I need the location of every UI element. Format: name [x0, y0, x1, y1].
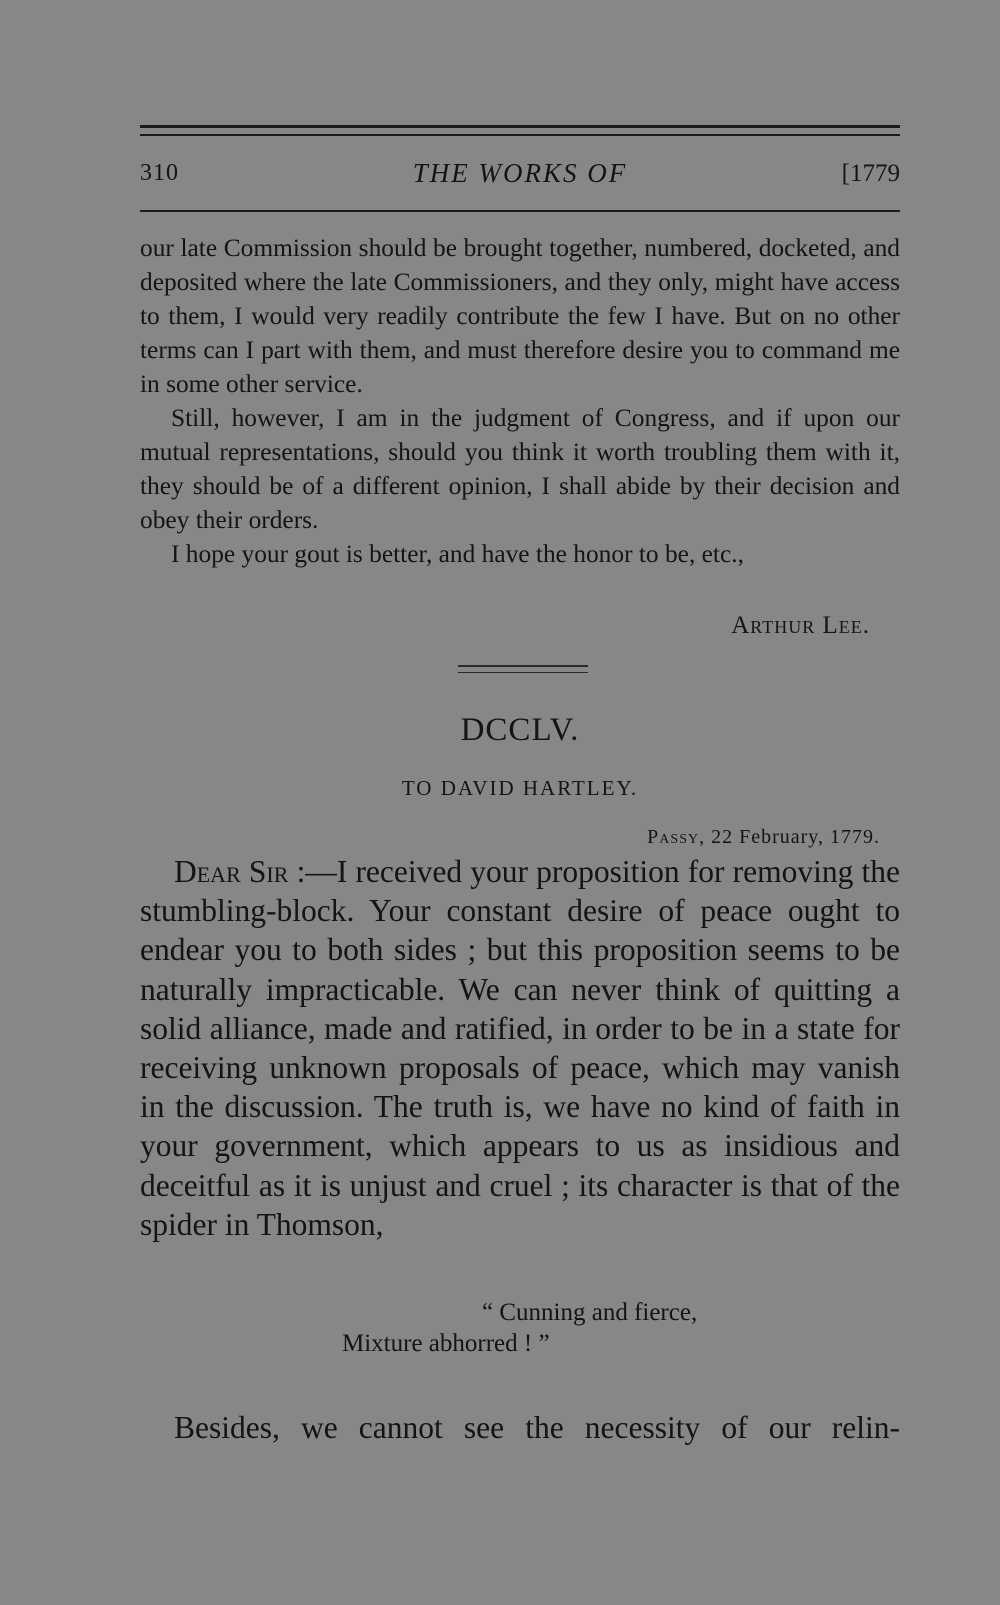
- paragraph: our late Commission should be brought together, numbered, docketed, and deposited where the late Commissioners, and they only, might have access to them, I would very readily contribute the few I have. But on no other terms can I part with them, and must therefore desire you to command me in some other service.: [140, 234, 900, 398]
- previous-letter-body: [140, 231, 900, 571]
- quote-line: Mixture abhorred ! ”: [342, 1330, 550, 1357]
- book-page: [140, 0, 900, 1605]
- quote-line: “ Cunning and fierce,: [482, 1299, 698, 1326]
- dateline-place: Passy,: [647, 826, 706, 848]
- letter-number: DCCLV.: [460, 712, 580, 748]
- top-rule: [140, 125, 900, 128]
- letter-body: [140, 852, 900, 1244]
- running-head: [140, 158, 900, 194]
- addressee: TO DAVID HARTLEY.: [401, 776, 639, 800]
- page-number: 310: [140, 160, 179, 186]
- running-year: [1779: [841, 160, 900, 187]
- signature: Arthur Lee.: [731, 612, 870, 639]
- top-rule-thin: [140, 134, 900, 136]
- paragraph: [140, 852, 900, 1244]
- dateline-date: 22 February, 1779.: [705, 826, 880, 848]
- running-title: THE WORKS OF: [412, 158, 628, 188]
- separator-rule-thin: [458, 672, 588, 673]
- paragraph: I hope your gout is better, and have the honor to be, etc.,: [171, 540, 744, 568]
- paragraph: Still, however, I am in the judgment of Congress, and if upon our mutual representations, should you think it worth troubling them with it, they should be of a different opinion, I shall abide by their decision and obey their orders.: [140, 404, 900, 534]
- continuation-line: Besides, we cannot see the necessity of our relin-: [174, 1410, 900, 1445]
- body-text: :—I received your proposition for removing the stumbling-block. Your constant desire of peace ought to endear you to both sides ; but this proposition seems to be naturally impracticable. We can never think of quitting a solid alliance, made and ratified, in order to be in a state for receiving unknown proposals of peace, which may vanish in the discussion. The truth is, we have no kind of faith in your government, which appears to us as insidious and deceitful as it is unjust and cruel ; its character is that of the spider in Thomson,: [140, 854, 900, 1242]
- dateline: [647, 826, 880, 849]
- salutation: Dear Sir: [174, 854, 289, 889]
- separator-rule: [458, 665, 588, 667]
- head-rule: [140, 210, 900, 212]
